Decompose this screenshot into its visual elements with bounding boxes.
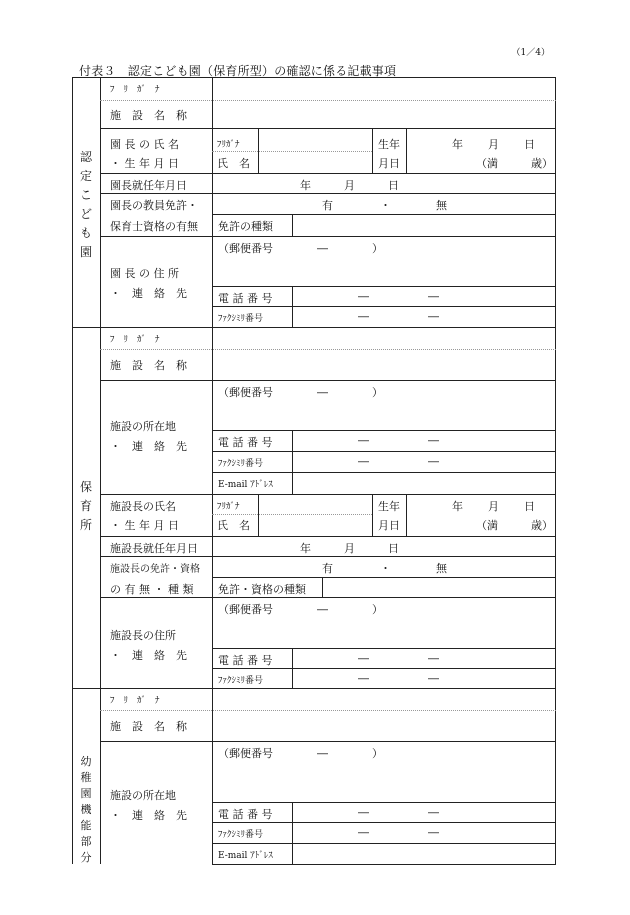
s2-birth-label-2: 月日: [378, 519, 400, 532]
section-label-kodomoen: 認定こども園: [79, 150, 92, 259]
s1-facility-name-field[interactable]: [213, 101, 555, 128]
s3-fax-dash-2[interactable]: ―: [428, 826, 439, 839]
s2-license-no[interactable]: 無: [436, 562, 447, 575]
page-number: （1／4）: [511, 48, 550, 58]
s1-facility-name-label: 施 設 名 称: [110, 109, 187, 122]
s2-head-fax-dash-2[interactable]: ―: [428, 672, 439, 685]
s2-postal[interactable]: （郵便番号 ― ）: [218, 386, 383, 399]
grid-line: [100, 380, 556, 381]
s2-facility-name-field[interactable]: [213, 350, 555, 379]
grid-line: [372, 128, 373, 173]
grid-line: [212, 648, 556, 649]
s3-postal[interactable]: （郵便番号 ― ）: [218, 747, 383, 760]
s1-birth-date[interactable]: 年 月 日: [452, 138, 536, 151]
s1-appointed-label: 園長就任年月日: [110, 179, 187, 192]
s1-license-yes[interactable]: 有: [322, 199, 333, 212]
s2-head-fax-label: ﾌｧｸｼﾐﾘ番号: [218, 676, 264, 686]
s1-postal[interactable]: （郵便番号 ― ）: [218, 242, 383, 255]
s2-location-label-1: 施設の所在地: [110, 420, 176, 433]
s3-tel-label: 電 話 番 号: [218, 808, 273, 821]
s2-birth-date[interactable]: 年 月 日: [452, 500, 536, 513]
grid-line: [212, 286, 556, 287]
s2-appointed-label: 施設長就任年月日: [110, 542, 198, 555]
s3-email-input[interactable]: [293, 844, 555, 864]
s1-tel-label: 電 話 番 号: [218, 292, 273, 305]
s1-license-label-1: 園長の教員免許・: [110, 199, 198, 212]
grid-line: [100, 77, 101, 864]
s3-tel-dash-2[interactable]: ―: [428, 806, 439, 819]
grid-line: [212, 306, 556, 307]
s2-license-type-label: 免許・資格の種類: [218, 583, 306, 596]
s1-license-label-2: 保育士資格の有無: [110, 220, 198, 233]
grid-line: [100, 536, 556, 537]
s2-license-label-2: の 有 無 ・ 種 類: [110, 583, 194, 596]
grid-line: [212, 77, 213, 864]
s3-location-input[interactable]: [213, 761, 555, 801]
s2-email-input[interactable]: [293, 473, 555, 493]
grid-line: [100, 236, 556, 237]
s1-age[interactable]: （満 歳）: [476, 157, 553, 170]
s1-license-no[interactable]: 無: [436, 199, 447, 212]
s2-license-yes[interactable]: 有: [322, 562, 333, 575]
grid-line: [212, 668, 556, 669]
s2-furigana-label: ﾌ ﾘ ｶﾞ ﾅ: [110, 335, 160, 345]
s1-tel-dash-1[interactable]: ―: [358, 290, 369, 303]
s1-address-label-1: 園 長 の 住 所: [110, 267, 179, 280]
s1-director-name-input[interactable]: [259, 129, 371, 172]
s1-director-name-label: 園 長 の 氏 名: [110, 138, 179, 151]
s1-address-label-2: ・ 連 絡 先: [110, 287, 187, 300]
s2-address-label-1: 施設長の住所: [110, 629, 176, 642]
s3-fax-dash-1[interactable]: ―: [358, 826, 369, 839]
s2-tel-dash-2[interactable]: ―: [428, 434, 439, 447]
s1-director-birth-label: ・ 生 年 月 日: [110, 157, 179, 170]
section-label-hoikusho: 保育所: [79, 480, 92, 532]
grid-line: [100, 556, 556, 557]
s2-head-furigana-label: ﾌﾘｶﾞﾅ: [217, 502, 240, 512]
s3-location-label-2: ・ 連 絡 先: [110, 809, 187, 822]
section-label-kindergarten: 幼稚園機能部分: [80, 755, 92, 864]
s2-fax-label: ﾌｧｸｼﾐﾘ番号: [218, 459, 264, 469]
page-title: 付表３ 認定こども園（保育所型）の確認に係る記載事項: [79, 64, 397, 78]
s3-location-label-1: 施設の所在地: [110, 789, 176, 802]
s2-address-label-2: ・ 連 絡 先: [110, 649, 187, 662]
s2-appointed-value[interactable]: 年 月 日: [300, 542, 399, 555]
s2-birth-label-1: 生年: [378, 500, 400, 513]
s1-license-dot: ・: [380, 199, 391, 212]
grid-line: [406, 128, 407, 173]
s1-fax-dash-2[interactable]: ―: [428, 310, 439, 323]
s2-head-tel-dash-1[interactable]: ―: [358, 652, 369, 665]
s2-head-name-label: 施設長の氏名: [110, 500, 176, 513]
s2-tel-dash-1[interactable]: ―: [358, 434, 369, 447]
s1-appointed-value[interactable]: 年 月 日: [300, 179, 399, 192]
grid-line: [406, 494, 407, 536]
s1-birth-label-2: 月日: [378, 157, 400, 170]
s2-head-tel-dash-2[interactable]: ―: [428, 652, 439, 665]
s1-director-name-field-label: 氏 名: [217, 157, 250, 170]
s3-furigana-label: ﾌ ﾘ ｶﾞ ﾅ: [110, 696, 160, 706]
s2-head-tel-label: 電 話 番 号: [218, 654, 273, 667]
s2-fax-dash-1[interactable]: ―: [358, 455, 369, 468]
s3-facility-name-label: 施 設 名 称: [110, 720, 187, 733]
s2-age[interactable]: （満 歳）: [476, 519, 553, 532]
s2-license-dot: ・: [380, 562, 391, 575]
s1-director-furigana-label: ﾌﾘｶﾞﾅ: [217, 140, 240, 150]
s2-head-birth-label: ・ 生 年 月 日: [110, 519, 179, 532]
s1-license-type-input[interactable]: [293, 215, 555, 235]
s1-address-input[interactable]: [213, 255, 555, 285]
s1-furigana-label: ﾌ ﾘ ｶﾞ ﾅ: [110, 85, 160, 95]
s2-head-name-input[interactable]: [259, 495, 371, 535]
s3-facility-name-field[interactable]: [213, 711, 555, 740]
s3-email-label: E-mail ｱﾄﾞﾚｽ: [218, 851, 273, 861]
s1-fax-dash-1[interactable]: ―: [358, 310, 369, 323]
s2-head-name-field-label: 氏 名: [217, 519, 250, 532]
s2-furigana-field[interactable]: [213, 328, 555, 349]
s2-head-fax-dash-1[interactable]: ―: [358, 672, 369, 685]
grid-line: [212, 451, 556, 452]
s2-location-input[interactable]: [213, 400, 555, 428]
grid-line: [100, 173, 556, 174]
s2-email-label: E-mail ｱﾄﾞﾚｽ: [218, 480, 273, 490]
grid-line: [212, 430, 556, 431]
s2-address-input[interactable]: [213, 617, 555, 646]
s2-facility-name-label: 施 設 名 称: [110, 359, 187, 372]
s2-tel-label: 電 話 番 号: [218, 436, 273, 449]
s2-address-postal[interactable]: （郵便番号 ― ）: [218, 603, 383, 616]
grid-line: [212, 864, 556, 865]
grid-line: [100, 193, 556, 194]
s1-tel-dash-2[interactable]: ―: [428, 290, 439, 303]
s2-fax-dash-2[interactable]: ―: [428, 455, 439, 468]
s1-fax-label: ﾌｧｸｼﾐﾘ番号: [218, 314, 264, 324]
grid-line: [212, 802, 556, 803]
s2-license-type-input[interactable]: [323, 578, 555, 596]
grid-line: [100, 597, 556, 598]
s1-license-type-label: 免許の種類: [218, 220, 273, 233]
s3-fax-label: ﾌｧｸｼﾐﾘ番号: [218, 830, 264, 840]
s2-location-label-2: ・ 連 絡 先: [110, 440, 187, 453]
grid-line: [100, 741, 556, 742]
grid-line: [212, 822, 556, 823]
s1-birth-label-1: 生年: [378, 138, 400, 151]
s1-furigana-field[interactable]: [213, 78, 555, 100]
s3-furigana-field[interactable]: [213, 689, 555, 710]
s2-license-label-1: 施設長の免許・資格: [110, 564, 200, 575]
grid-line: [372, 494, 373, 536]
s3-tel-dash-1[interactable]: ―: [358, 806, 369, 819]
